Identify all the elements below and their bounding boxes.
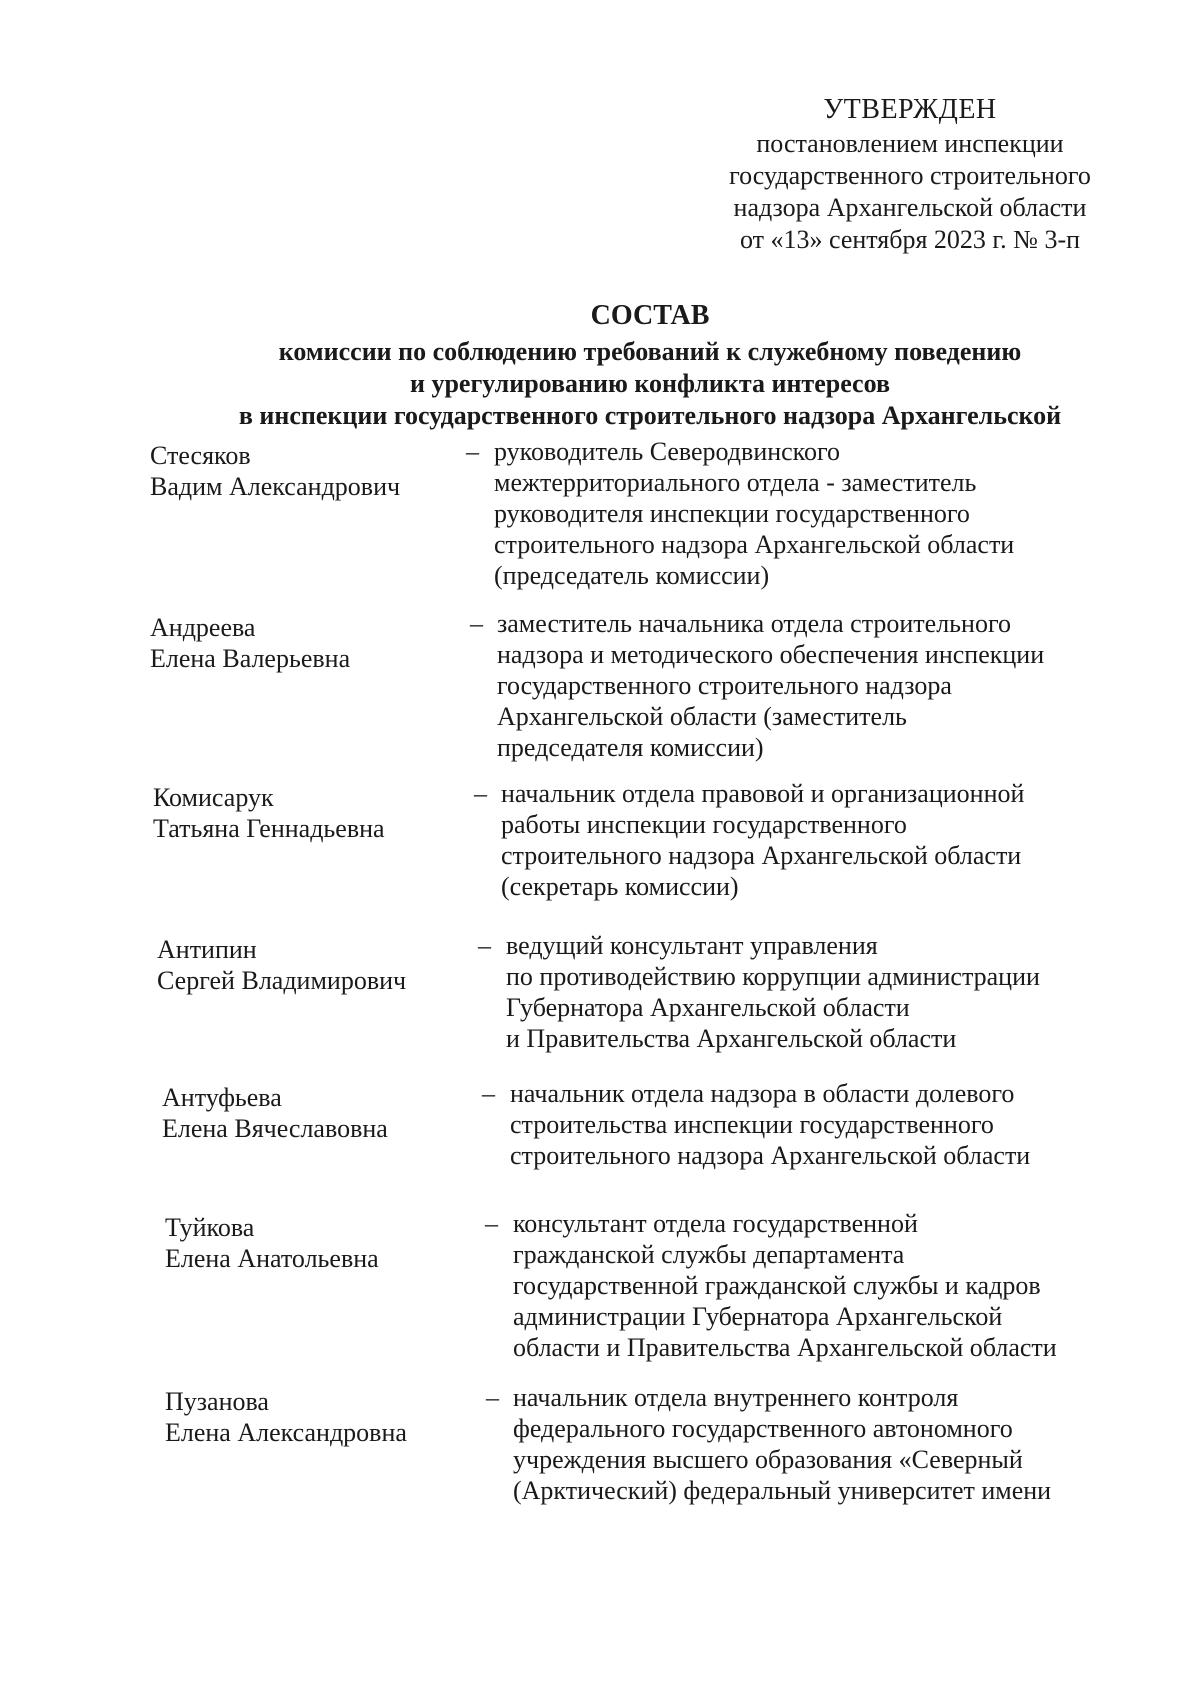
- member-name: [162, 1082, 502, 1144]
- member-name: [165, 1212, 505, 1274]
- member-role-line: учреждения высшего образования «Северный: [513, 1445, 1023, 1474]
- member-role-line: государственного строительного надзора: [497, 671, 952, 700]
- member-role: [513, 1382, 1153, 1506]
- member-role-line: (Арктический) федеральный университет имени: [513, 1476, 1052, 1505]
- member-surname: Стесяков: [150, 441, 251, 470]
- member-given-name: Елена Валерьевна: [150, 644, 351, 673]
- member-role-line: области и Правительства Архангельской области: [513, 1333, 1057, 1362]
- member-role-line: государственной гражданской службы и кадров: [513, 1271, 1041, 1300]
- member-name: [157, 934, 497, 996]
- member-role-line: руководителя инспекции государственного: [494, 499, 970, 528]
- member-dash: –: [486, 1383, 499, 1412]
- member-role-line: строительного надзора Архангельской области: [501, 841, 1022, 870]
- member-dash: –: [478, 931, 491, 960]
- member-surname: Пузанова: [165, 1387, 269, 1416]
- member-surname: Андреева: [150, 613, 256, 642]
- member-role-line: строительного надзора Архангельской области: [510, 1141, 1031, 1170]
- member-role-line: Архангельской области (заместитель: [497, 702, 907, 731]
- member-dash: –: [474, 779, 487, 808]
- member-name: [165, 1386, 505, 1448]
- member-role-line: строительства инспекции государственного: [510, 1110, 994, 1139]
- member-role: [510, 1078, 1150, 1171]
- member-name: [153, 782, 493, 844]
- approval-line: государственного строительного: [729, 161, 1091, 190]
- member-role-line: строительного надзора Архангельской области: [494, 530, 1015, 559]
- member-given-name: Елена Анатольевна: [165, 1244, 379, 1273]
- member-role: [513, 1208, 1153, 1363]
- approval-line: надзора Архангельской области: [733, 193, 1087, 222]
- member-given-name: Елена Александровна: [165, 1418, 407, 1447]
- document-title: [180, 300, 1120, 432]
- approval-heading: УТВЕРЖДЕН: [823, 94, 997, 125]
- member-surname: Комисарук: [153, 783, 274, 812]
- member-role-line: по противодействию коррупции администрации: [506, 962, 1040, 991]
- member-given-name: Вадим Александрович: [150, 472, 401, 501]
- member-role-line: (секретарь комиссии): [501, 872, 739, 901]
- member-role: [506, 930, 1146, 1054]
- title-line: в инспекции государственного строительного надзора Архангельской: [238, 401, 1062, 430]
- member-role-line: начальник отдела внутреннего контроля: [513, 1383, 959, 1412]
- member-role-line: межтерриториального отдела - заместитель: [494, 468, 977, 497]
- member-role: [501, 778, 1141, 902]
- member-role: [497, 608, 1137, 763]
- member-role-line: руководитель Северодвинского: [494, 437, 841, 466]
- member-surname: Антипин: [157, 935, 257, 964]
- member-role-line: гражданской службы департамента: [513, 1240, 905, 1269]
- title-line: и урегулированию конфликта интересов: [409, 369, 890, 398]
- member-role-line: и Правительства Архангельской области: [506, 1024, 957, 1053]
- member-role-line: Губернатора Архангельской области: [506, 993, 910, 1022]
- approval-line: постановлением инспекции: [756, 129, 1064, 158]
- member-surname: Туйкова: [165, 1213, 255, 1242]
- title-line: комиссии по соблюдению требований к служебному поведению: [278, 337, 1022, 366]
- member-given-name: Сергей Владимирович: [157, 966, 407, 995]
- approval-date: от «13» сентября 2023 г. № 3-п: [739, 225, 1081, 254]
- member-surname: Антуфьева: [162, 1083, 282, 1112]
- member-dash: –: [485, 1209, 498, 1238]
- title-main: СОСТАВ: [590, 300, 710, 331]
- member-name: [150, 440, 490, 502]
- member-role-line: начальник отдела правовой и организационной: [501, 779, 1025, 808]
- member-role-line: ведущий консультант управления: [506, 931, 878, 960]
- member-dash: –: [466, 437, 479, 466]
- member-role: [494, 436, 1134, 591]
- approval-stamp: [700, 94, 1120, 256]
- member-given-name: Елена Вячеславовна: [162, 1114, 388, 1143]
- member-role-line: председателя комиссии): [497, 733, 764, 762]
- member-role-line: надзора и методического обеспечения инспекции: [497, 640, 1045, 669]
- member-role-line: администрации Губернатора Архангельской: [513, 1302, 1003, 1331]
- member-role-line: федерального государственного автономного: [513, 1414, 1013, 1443]
- member-role-line: работы инспекции государственного: [501, 810, 907, 839]
- member-role-line: заместитель начальника отдела строительного: [497, 609, 1011, 638]
- member-role-line: начальник отдела надзора в области долевого: [510, 1079, 1015, 1108]
- member-role-line: консультант отдела государственной: [513, 1209, 918, 1238]
- member-dash: –: [470, 609, 483, 638]
- member-name: [150, 612, 490, 674]
- member-given-name: Татьяна Геннадьевна: [153, 814, 385, 843]
- member-dash: –: [482, 1079, 495, 1108]
- member-role-line: (председатель комиссии): [494, 561, 770, 590]
